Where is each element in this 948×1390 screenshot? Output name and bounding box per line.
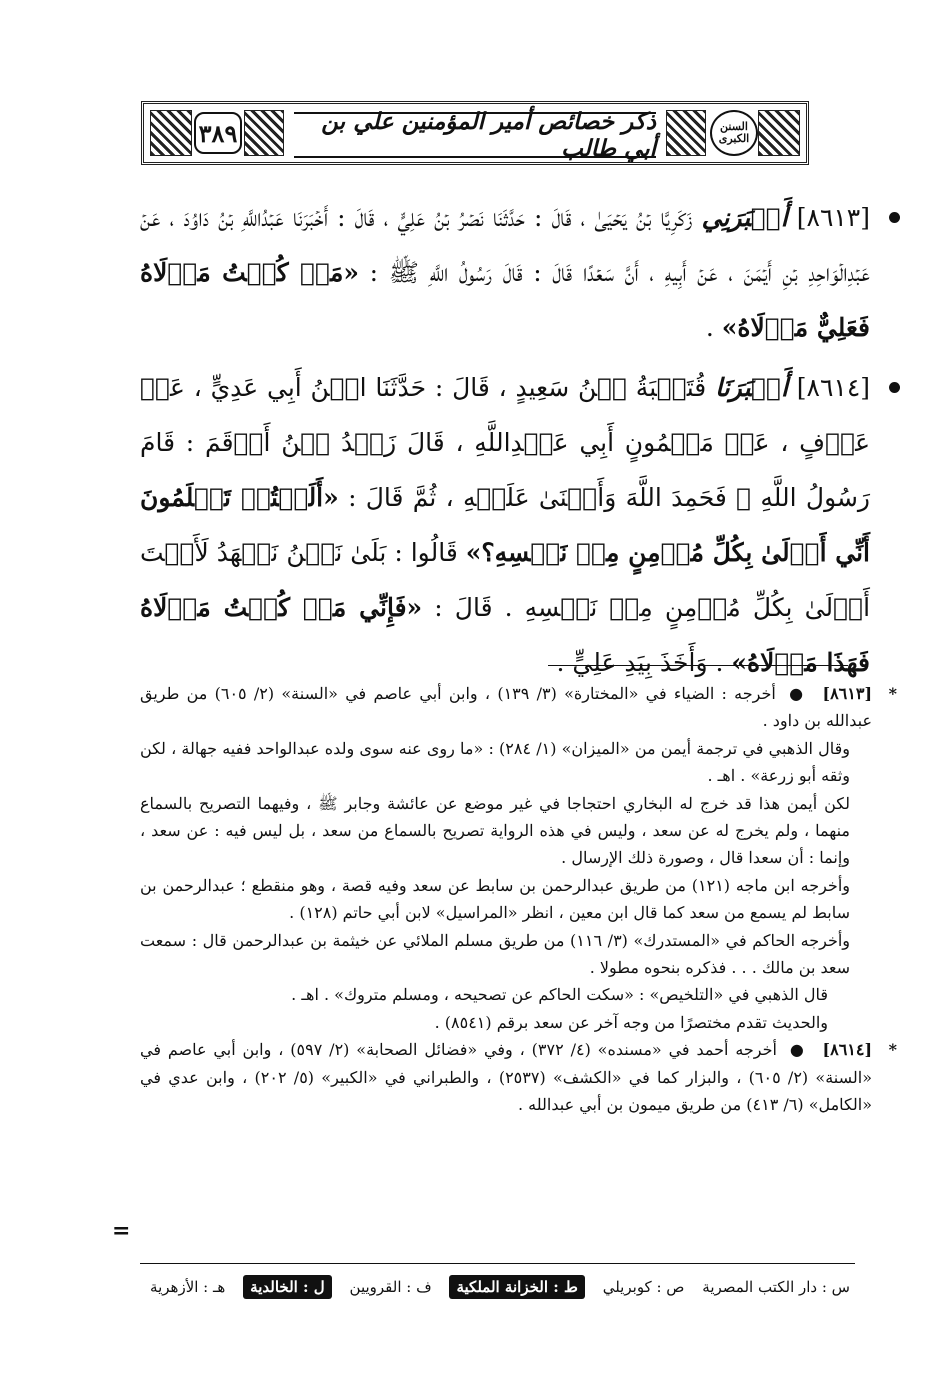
footnote-paragraph: لكن أيمن هذا قد خرج له البخاري احتجاجا في غير موضع عن عائشة وجابر ﷺ ، وفيهما التصريح بالسماع منهما ، ولم يخرج له عن سعد ، وليس في هذه الرواية تصريح بالسماع من سعد ، بل ليس فيه : عن سعد ، وإنما : أن سعدا قال ، وصورة ذلك الإرسال . <box>140 793 850 868</box>
footnote-text: أخرجه : الضياء في «المختارة» (٣/ ١٣٩) ، وابن أبي عاصم في «السنة» (٢/ ٦٠٥) من طريق عبدالله بن داود . <box>140 684 872 731</box>
hadith-number: [٨٦١٣] <box>796 203 870 232</box>
asterisk-icon: * <box>888 1040 897 1060</box>
page-header <box>141 101 809 165</box>
hadith-end: . وَأَخَذَ بِيَدِ عَلِيٍّ . <box>556 648 724 677</box>
transmission-verb: أَخۡبَرَنَا <box>715 373 788 402</box>
footnote-paragraph: والحديث تقدم مختصرًا من وجه آخر عن سعد برقم (٨٥٤١) . <box>434 1012 828 1032</box>
legend-lam: ل : الخالدية <box>243 1275 332 1299</box>
footnote-ref: [٨٦١٣] <box>822 684 873 703</box>
hadith-8613 <box>140 190 870 355</box>
isnad-text: زَكَرِيَّا بۡنُ يَحۡيَىٰ ، قَالَ : حَدَّثَنَا نَصۡرُ بۡنُ عَلِيٍّ ، قَالَ : أَخۡبَرَنَا عَبۡدُاللَّهِ بۡنُ دَاوُدَ ، عَنۡ عَبۡدِالۡوَاحِدِ بۡنِ أَيۡمَنَ ، عَنۡ أَبِيهِ ، أَنَّ سَعۡدًا قَالَ : قَالَ رَسُولُ اللَّهِ ﷺ : <box>140 203 870 287</box>
asterisk-icon: * <box>888 684 897 703</box>
ornament-left-inner <box>244 110 284 156</box>
hadith-text: قَالُوا : بَلَىٰ نَحۡنُ نَشۡهَدُ لَأَنۡتَ أَوۡلَىٰ بِكُلِّ مُؤۡمِنٍ مِنۡ نَفۡسِهِ . قَالَ : <box>140 538 871 622</box>
transmission-verb: أَخۡبَرَنِي <box>701 203 788 232</box>
footnote-paragraph: قال الذهبي في «التلخيص» : «سكت الحاكم عن تصحيحه ، ومسلم متروك» . اهـ . <box>291 985 828 1005</box>
page-number: ٣٨٩ <box>194 112 242 154</box>
legend-divider <box>140 1263 855 1264</box>
isnad-text: قُتَيۡبَةُ بۡنُ سَعِيدٍ ، قَالَ : حَدَّثَنَا ابۡنُ أَبِي عَدِيٍّ ، عَنۡ عَوۡفٍ ، عَنۡ مَيۡمُونٍ أَبِي عَبۡدِاللَّهِ ، قَالَ زَيۡدُ بۡنُ أَرۡقَمَ : قَامَ رَسُولُ اللَّهِ ﷺ فَحَمِدَ اللَّهَ وَأَثۡنَىٰ عَلَيۡهِ ، ثُمَّ قَالَ : <box>140 373 871 512</box>
footnote-paragraph: وأخرجه ابن ماجه (١٢١) من طريق عبدالرحمن بن سابط عن سعد وفيه قصة ، وهو منقطع ؛ عبدالرحمن بن سابط لم يسمع من سعد كما قال ابن معين ، انظر «المراسيل» لابن أبي حاتم (١٢٨) . <box>140 875 850 923</box>
footnote-8614 <box>140 1036 897 1118</box>
ornament-left-outer <box>150 110 192 156</box>
continuation-mark: = <box>112 1218 131 1244</box>
footnote-divider <box>548 665 848 666</box>
hadith-quote: «أَلَسۡتُمۡ تَعۡلَمُونَ أَنِّي أَوۡلَىٰ بِكُلِّ مُؤۡمِنٍ مِنۡ نَفۡسِهِ؟» <box>140 483 870 567</box>
bullet-icon: ● <box>789 684 806 703</box>
legend-fa: ف : القرويين <box>349 1278 432 1296</box>
footnote-paragraph: وقال الذهبي في ترجمة أيمن من «الميزان» (١/ ٢٨٤) : «ما روى عنه سوى ولده عبدالواحد ففيه جهالة ، لكن وثقه أبو زرعة» . اهـ . <box>140 738 850 786</box>
footnotes <box>140 680 897 1119</box>
footnote-8613 <box>140 680 897 1036</box>
legend-sad: ص : كوبريلي <box>602 1278 685 1296</box>
hadith-8614 <box>140 360 870 690</box>
bullet-icon <box>889 382 900 393</box>
footnote-text: أخرجه أحمد في «مسنده» (٤/ ٣٧٢) ، وفي «فضائل الصحابة» (٢/ ٥٩٧) ، وابن أبي عاصم في «السنة» (٢/ ٦٠٥) ، والبزار كما في «الكشف» (٢٥٣٧) ، والطبراني في «الكبير» (٥/ ٢٠٢) ، وابن عدي في «الكامل» (٦/ ٤١٣) من طريق ميمون بن أبي عبدالله . <box>140 1040 873 1115</box>
legend-ha: هـ : الأزهرية <box>150 1278 226 1296</box>
ornament-right-outer <box>758 110 800 156</box>
book-seal: السنن الكبرى <box>710 110 758 156</box>
hadith-quote: «مَنۡ كُنۡتُ مَوۡلَاهُ فَعَلِيٌّ مَوۡلَاهُ» <box>140 258 870 342</box>
hadith-end: . <box>705 313 714 342</box>
hadith-number: [٨٦١٤] <box>796 373 871 402</box>
footnote-ref: [٨٦١٤] <box>822 1040 873 1060</box>
manuscript-legend <box>150 1270 850 1304</box>
footnote-paragraph: وأخرجه الحاكم في «المستدرك» (٣/ ١١٦) من طريق مسلم الملائي عن خيثمة بن عبدالرحمن قال : سمعت سعد بن مالك . . . فذكره بنحوه مطولا . <box>140 930 851 978</box>
hadith-quote: «فَإِنِّي مَنۡ كُنۡتُ مَوۡلَاهُ فَهَذَا مَوۡلَاهُ» <box>140 593 870 677</box>
running-title: ذكر خصائص أمير المؤمنين علي بن أبي طالب <box>294 112 656 158</box>
legend-ta: ط : الخزانة الملكية <box>449 1275 584 1299</box>
legend-s: س : دار الكتب المصرية <box>702 1278 850 1296</box>
bullet-icon: ● <box>789 1040 806 1060</box>
bullet-icon <box>889 212 900 223</box>
main-text <box>140 190 870 695</box>
ornament-right-inner <box>666 110 706 156</box>
